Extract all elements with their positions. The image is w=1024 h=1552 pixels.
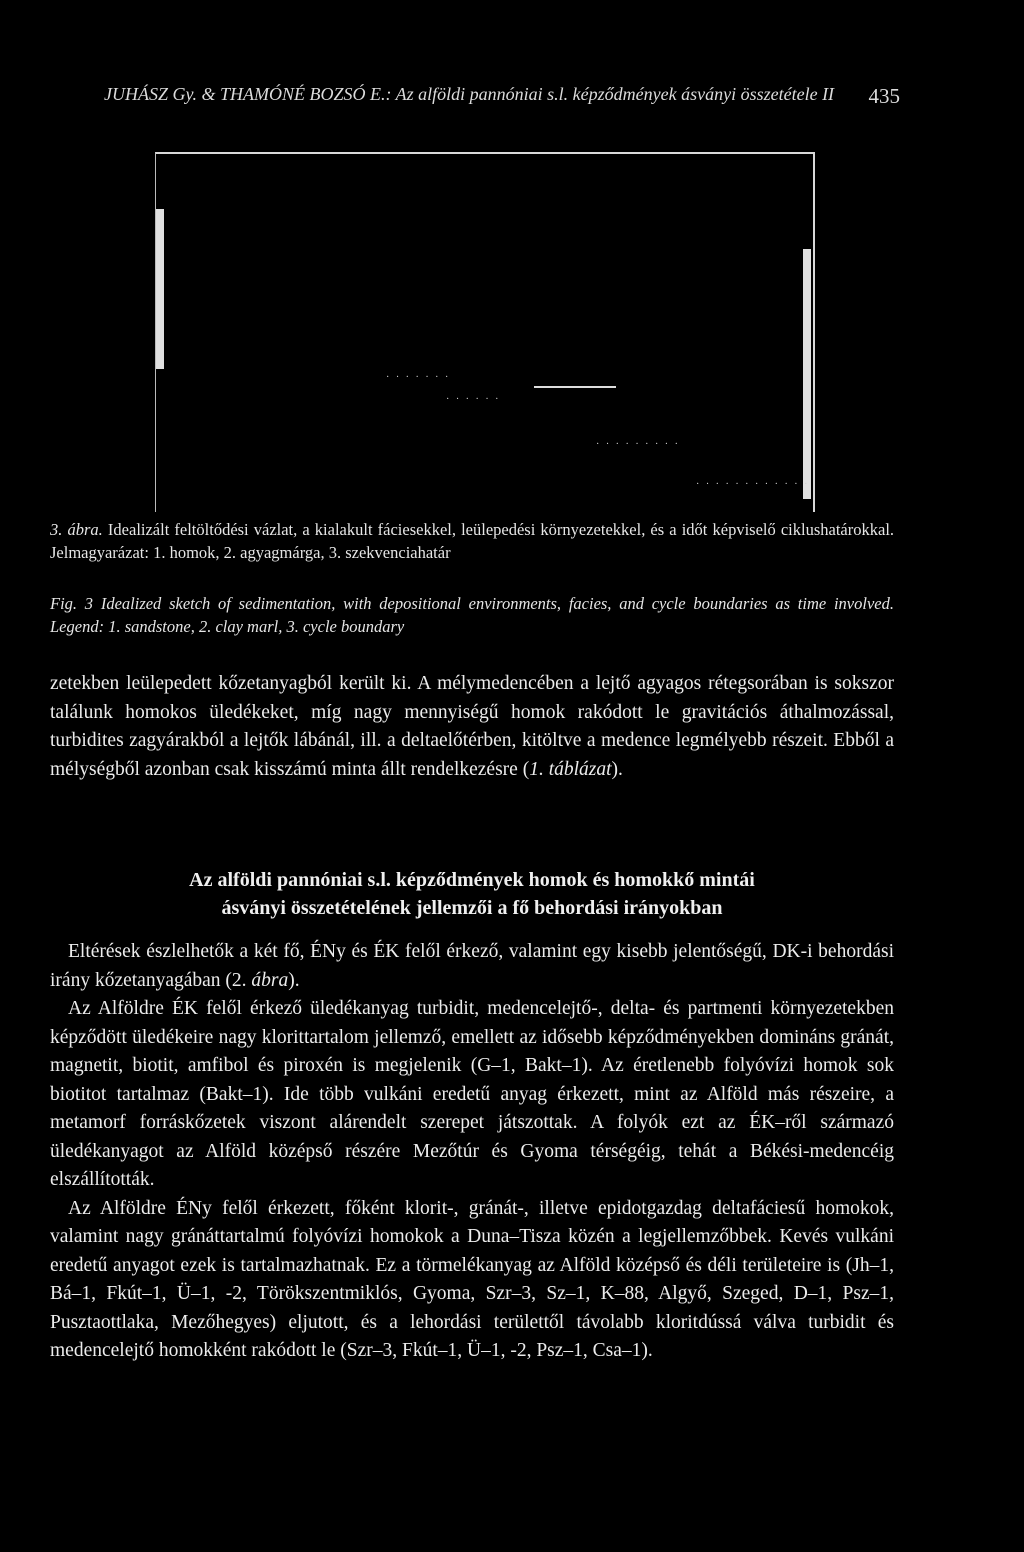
paragraph-continued: zetekben leülepedett kőzetanyagból került ki. A mélymedencében a lejtő agyagos rétegsorában is sokszor találunk homokos üledékeket, míg nagy mennyiségű homok rakódott le gravitációs áthalmozással, turbidites zagyárakból a lejtők lábánál, ill. a deltaelőtérben, kitöltve a medence legmélyebb részeit. Ebből a mélységből azonban csak kisszámú minta állt rendelkezésre (1. táblázat). bbox=[50, 673, 894, 780]
page-number: 435 bbox=[868, 84, 900, 108]
figure-dots: · · · · · · · bbox=[386, 372, 451, 383]
running-title: JUHÁSZ Gy. & THAMÓNÉ BOZSÓ E.: Az alföldi pannóniai s.l. képződmények ásványi összetétele II bbox=[104, 84, 835, 104]
section-body bbox=[50, 938, 894, 1366]
figure-sketch bbox=[155, 152, 815, 512]
body-paragraph: Az Alföldre ÉNy felől érkezett, főként klorit-, gránát-, illetve epidotgazdag deltafáciesű homokok, valamint nagy gránáttartalmú folyóvízi homokok a Duna–Tisza közén a legjellemzőbbek. Kevés vulkáni eredetű anyagot ezek is tartalmazhatnak. Ez a törmelékanyag az Alföld középső és déli területeire is (Jh–1, Bá–1, Fkút–1, Ü–1, -2, Törökszentmiklós, Gyoma, Szr–3, Sz–1, K–88, Algyő, Szeged, D–1, Psz–1, Pusztaottlaka, Mezőhegyes) eljutott, és a lehordási területtől távolabb kloritdússá válva turbidit és medencelejtő homokként rakódott le (Szr–3, Fkút–1, Ü–1, -2, Psz–1, Csa–1). bbox=[50, 1197, 894, 1361]
running-header bbox=[104, 84, 900, 108]
section-heading: Az alföldi pannóniai s.l. képződmények homok és homokkő mintái ásványi összetételének jellemzői a fő behordási irányokban bbox=[189, 869, 755, 919]
body-paragraph: Az Alföldre ÉK felől érkező üledékanyag turbidit, medencelejtő-, delta- és partmenti környezetekben képződött üledékeire nagy klorittartalom jellemző, emellett az idősebb képződményekben domináns gránát, magnetit, biotit, amfibol és piroxén is megjelenik (G–1, Bakt–1). Az éretlenebb folyóvízi homok sok biotitot tartalmaz (Bakt–1). Ide több vulkáni eredetű anyag érkezett, mint az Alföld más részeire, a metamorf forráskőzetek viszont alárendelt szerepet játszottak. A folyók ezt az ÉK–ről származó üledékanyagot az Alföld középső részére Mezőtúr és Gyoma térségéig, tehát a Békési-medencéig elszállították. bbox=[50, 998, 894, 1190]
figure-dots: · · · · · · bbox=[446, 394, 501, 405]
figure-right-column bbox=[803, 249, 811, 499]
figure-caption-english: Fig. 3 Idealized sketch of sedimentation, with depositional environments, facies, and cycle boundaries as time involved. Legend: 1. sandstone, 2. clay marl, 3. cycle boundary bbox=[50, 594, 894, 636]
figure-dots: · · · · · · · · · · · · bbox=[696, 479, 810, 490]
figure-boundary-line bbox=[534, 386, 616, 388]
body-paragraph: Eltérések észlelhetők a két fő, ÉNy és ÉK felől érkező, valamint egy kisebb jelentőségű, DK-i behordási irány kőzetanyagában (2. ábra). bbox=[50, 941, 894, 991]
figure-left-column bbox=[156, 209, 164, 369]
figure-caption-hungarian: 3. ábra. Idealizált feltöltődési vázlat, a kialakult fáciesekkel, leülepedési környezetekkel, és a időt képviselő ciklushatárokkal. Jelmagyarázat: 1. homok, 2. agyagmárga, 3. szekvenciahatár bbox=[50, 520, 895, 562]
figure-dots: · · · · · · · · · bbox=[596, 439, 680, 450]
